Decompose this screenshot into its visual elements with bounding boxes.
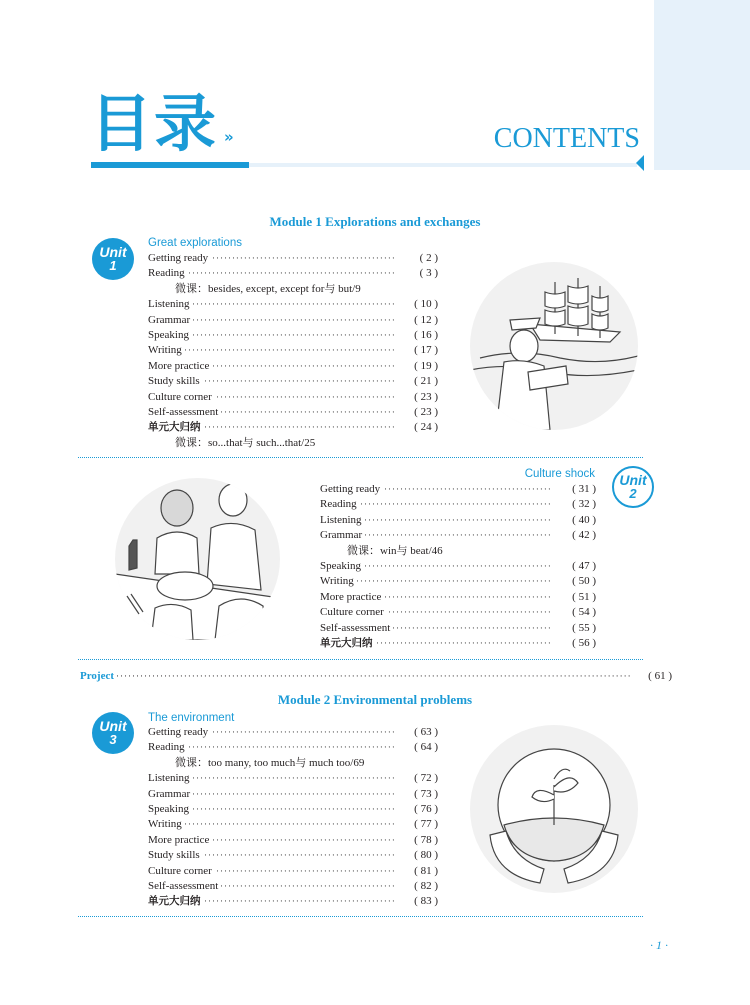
toc-entry-page: ( 17 ) xyxy=(414,344,438,357)
toc-entry-page: ( 2 ) xyxy=(419,252,438,264)
toc-entry-label: Self-assessment xyxy=(148,879,220,894)
divider xyxy=(78,457,643,458)
toc-entry-label: 单元大归纳 xyxy=(148,894,203,909)
toc-entry-label: Self-assessment xyxy=(148,405,220,420)
toc-entry-label: Speaking xyxy=(320,559,363,574)
toc-entry-page: ( 55 ) xyxy=(572,621,596,634)
toc-entry xyxy=(148,864,438,879)
toc-entry-label: Speaking xyxy=(148,802,191,817)
toc-entry xyxy=(320,621,596,636)
title-underline-light xyxy=(249,163,637,167)
module-1-heading: Module 1 Explorations and exchanges xyxy=(269,214,481,229)
toc-entry xyxy=(148,359,438,374)
toc-entry-page: ( 21 ) xyxy=(414,375,438,388)
unit-2-badge: Unit 2 xyxy=(612,466,654,508)
unit-3-badge: Unit 3 xyxy=(92,712,134,754)
toc-entry-page: ( 19 ) xyxy=(414,359,438,372)
microlesson-note xyxy=(320,544,596,559)
toc-entry-label: Culture corner xyxy=(148,864,214,879)
unit-2-title: Culture shock xyxy=(524,468,595,480)
toc-entry-label: Self-assessment xyxy=(320,621,392,636)
toc-entry-label: Writing xyxy=(148,343,184,358)
toc-entry-page: ( 3 ) xyxy=(419,267,438,280)
toc-entry-page: ( 63 ) xyxy=(414,726,438,738)
toc-entry-page: ( 72 ) xyxy=(414,772,438,785)
page-title-en: CONTENTS xyxy=(493,123,640,154)
toc-entry-page: ( 50 ) xyxy=(572,575,596,588)
toc-entry xyxy=(148,420,438,435)
illustration-plant-globe xyxy=(470,725,638,893)
toc-entry-label: Reading xyxy=(148,266,187,281)
toc-entry-label: More practice xyxy=(320,590,383,605)
toc-entry xyxy=(148,266,438,281)
toc-entry xyxy=(148,771,438,786)
toc-entry-page: ( 40 ) xyxy=(572,513,596,526)
toc-entry xyxy=(148,251,438,266)
toc-entry-label: Speaking xyxy=(148,328,191,343)
toc-entry-label: Getting ready xyxy=(148,251,210,266)
leader-dots xyxy=(148,817,394,832)
toc-entry xyxy=(148,817,438,832)
toc-entry-page: ( 81 ) xyxy=(414,864,438,877)
toc-entry xyxy=(320,528,596,543)
title-arrows-icon: » xyxy=(224,128,234,146)
page-title-cn: 目录 xyxy=(90,87,219,160)
toc-entry-label: Getting ready xyxy=(320,482,382,497)
toc-entry-label: Grammar xyxy=(148,313,192,328)
toc-entry xyxy=(320,605,596,620)
note-text: 微课：win与 beat/46 xyxy=(347,544,445,559)
note-text: 微课：too many, too much与 much too/69 xyxy=(175,756,366,771)
toc-entry xyxy=(148,328,438,343)
toc-entry-page: ( 42 ) xyxy=(572,529,596,542)
microlesson-note xyxy=(148,282,438,297)
toc-entry-page: ( 80 ) xyxy=(414,849,438,862)
toc-entry xyxy=(320,497,596,512)
toc-entry-page: ( 32 ) xyxy=(572,498,596,511)
toc-entry-label: Study skills xyxy=(148,374,202,389)
toc-entry xyxy=(148,740,438,755)
toc-entry xyxy=(320,482,596,497)
toc-entry-label: Culture corner xyxy=(148,390,214,405)
unit-3-title: The environment xyxy=(148,712,235,724)
toc-entry xyxy=(148,343,438,358)
toc-entry-label: Writing xyxy=(148,817,184,832)
toc-entry-label: Study skills xyxy=(148,848,202,863)
title-triangle-icon xyxy=(636,155,644,171)
divider xyxy=(78,659,643,660)
toc-entry xyxy=(320,513,596,528)
divider xyxy=(78,916,643,917)
toc-entry-page: ( 23 ) xyxy=(414,390,438,403)
toc-entry xyxy=(148,848,438,863)
toc-entry xyxy=(148,390,438,405)
microlesson-note xyxy=(148,756,438,771)
toc-entry xyxy=(320,636,596,651)
toc-entry-label: Reading xyxy=(148,740,187,755)
toc-entry-page: ( 51 ) xyxy=(572,590,596,603)
module-2-heading: Module 2 Environmental problems xyxy=(277,692,473,707)
unit-3-toc xyxy=(148,725,438,910)
toc-entry-label: Grammar xyxy=(320,528,364,543)
toc-entry xyxy=(148,297,438,312)
toc-entry xyxy=(148,374,438,389)
toc-entry-label: Writing xyxy=(320,574,356,589)
toc-entry xyxy=(148,802,438,817)
toc-entry xyxy=(148,405,438,420)
toc-entry-label: 单元大归纳 xyxy=(148,420,203,435)
toc-entry-page: ( 54 ) xyxy=(572,606,596,619)
toc-entry-label: Listening xyxy=(148,297,192,312)
toc-entry xyxy=(320,559,596,574)
toc-entry-label: 单元大归纳 xyxy=(320,636,375,651)
leader-dots xyxy=(148,343,394,358)
toc-entry-page: ( 56 ) xyxy=(572,636,596,649)
toc-entry-label: More practice xyxy=(148,833,211,848)
toc-entry-label: More practice xyxy=(148,359,211,374)
toc-entry-page: ( 64 ) xyxy=(414,741,438,754)
toc-entry-page: ( 24 ) xyxy=(414,421,438,434)
title-underline xyxy=(91,162,249,168)
project-label: Project xyxy=(80,670,114,682)
toc-entry-page: ( 83 ) xyxy=(414,895,438,908)
toc-entry xyxy=(148,725,438,740)
unit-1-toc xyxy=(148,251,438,451)
project-page: ( 61 ) xyxy=(648,670,672,682)
toc-entry-label: Culture corner xyxy=(320,605,386,620)
note-text: 微课：so...that与 such...that/25 xyxy=(175,436,317,451)
project-row xyxy=(80,668,672,684)
unit-1-title: Great explorations xyxy=(148,237,242,249)
toc-entry-label: Reading xyxy=(320,497,359,512)
illustration-sailing-ship xyxy=(470,262,638,430)
toc-entry-page: ( 31 ) xyxy=(572,483,596,495)
toc-entry-page: ( 82 ) xyxy=(414,879,438,892)
toc-entry-label: Listening xyxy=(148,771,192,786)
toc-entry xyxy=(320,590,596,605)
toc-entry-label: Listening xyxy=(320,513,364,528)
toc-entry-label: Getting ready xyxy=(148,725,210,740)
toc-entry-page: ( 16 ) xyxy=(414,328,438,341)
microlesson-note xyxy=(148,436,438,451)
toc-entry xyxy=(148,313,438,328)
note-text: 微课：besides, except, except for与 but/9 xyxy=(175,282,363,297)
corner-panel xyxy=(654,0,750,170)
toc-entry-page: ( 76 ) xyxy=(414,802,438,815)
toc-entry xyxy=(148,787,438,802)
unit-1-badge: Unit 1 xyxy=(92,238,134,280)
toc-entry-page: ( 10 ) xyxy=(414,298,438,311)
toc-entry-page: ( 77 ) xyxy=(414,818,438,831)
toc-entry-page: ( 23 ) xyxy=(414,405,438,418)
toc-entry xyxy=(148,833,438,848)
illustration-dinner-table xyxy=(115,478,280,640)
toc-entry-page: ( 78 ) xyxy=(414,833,438,846)
toc-entry-page: ( 73 ) xyxy=(414,787,438,800)
toc-entry-page: ( 12 ) xyxy=(414,313,438,326)
toc-entry xyxy=(148,879,438,894)
toc-entry xyxy=(148,894,438,909)
unit-2-toc xyxy=(320,482,596,651)
page-number: · 1 · xyxy=(650,938,668,952)
toc-entry xyxy=(320,574,596,589)
toc-entry-page: ( 47 ) xyxy=(572,559,596,572)
toc-entry-label: Grammar xyxy=(148,787,192,802)
